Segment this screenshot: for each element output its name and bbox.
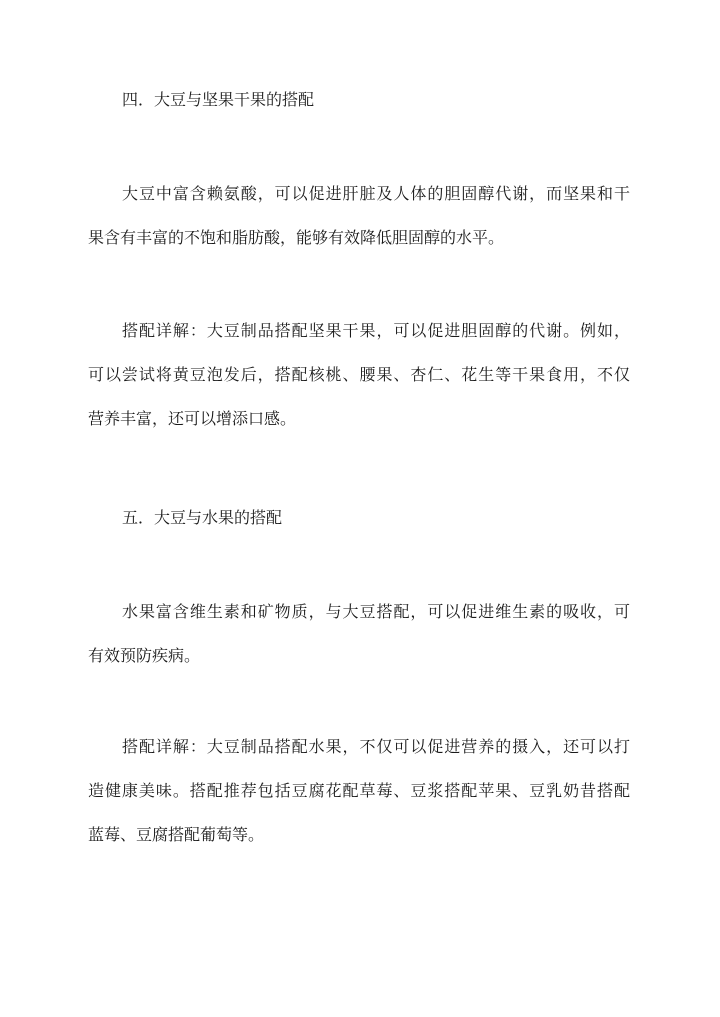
paragraph-4-detail [88, 309, 630, 441]
paragraph-line: 蓝莓、豆腐搭配葡萄等。 [88, 825, 265, 844]
paragraph-5-intro [88, 590, 630, 678]
paragraph-line: 造健康美味。搭配推荐包括豆腐花配草莓、豆浆搭配苹果、豆乳奶昔搭配 [88, 781, 630, 800]
section-heading-5: 五．大豆与水果的搭配 [122, 508, 283, 527]
paragraph-line: 营养丰富，还可以增添口感。 [88, 409, 297, 428]
paragraph-line: 水果富含维生素和矿物质，与大豆搭配，可以促进维生素的吸收，可 [122, 602, 630, 621]
paragraph-line: 可以尝试将黄豆泡发后，搭配核桃、腰果、杏仁、花生等干果食用，不仅 [88, 365, 630, 384]
paragraph-line: 果含有丰富的不饱和脂肪酸，能够有效降低胆固醇的水平。 [88, 228, 505, 247]
section-heading-4: 四．大豆与坚果干果的搭配 [122, 90, 315, 109]
paragraph-line: 大豆中富含赖氨酸，可以促进肝脏及人体的胆固醇代谢，而坚果和干 [122, 184, 630, 203]
paragraph-line: 搭配详解：大豆制品搭配水果，不仅可以促进营养的摄入，还可以打 [122, 737, 630, 756]
paragraph-line: 搭配详解：大豆制品搭配坚果干果，可以促进胆固醇的代谢。例如， [122, 321, 630, 340]
paragraph-4-intro [88, 172, 630, 260]
paragraph-line: 有效预防疾病。 [88, 646, 201, 665]
paragraph-5-detail [88, 725, 630, 857]
